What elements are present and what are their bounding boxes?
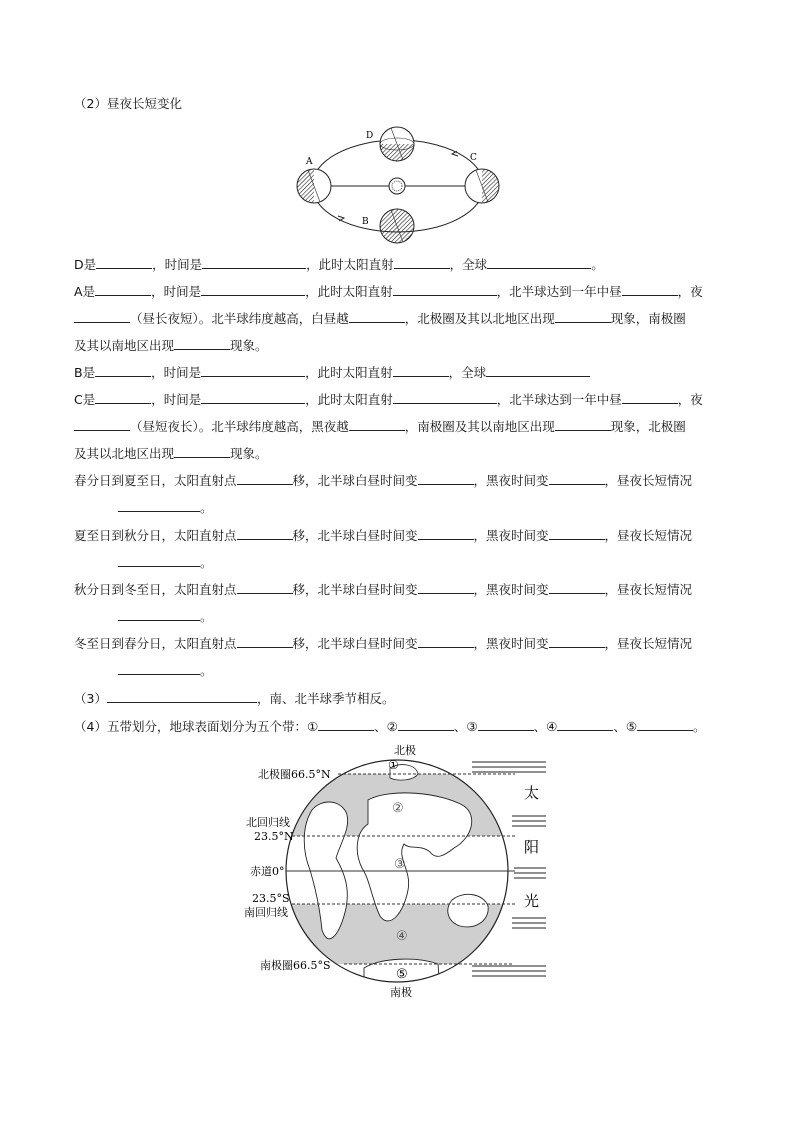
question-c-line1: C是 ，时间是 ，此时太阳直射 ，北半球达到一年中昼 ，夜 [74,392,703,407]
question-a-line2: （昼长夜短）。北半球纬度越高，白昼越 ，北极圈及其以北地区出现 现象，南极圈 [74,310,686,327]
south-pole-label: 南极 [390,986,412,999]
question-d: D是 ，时间是 ，此时太阳直射 ，全球 。 [74,257,604,272]
question-c-line3: 及其以北地区出现 现象。 [74,446,268,461]
zone-4-label: ④ [396,929,408,944]
sunlight-char-3: 光 [524,892,540,910]
arctic-circle-label: 北极圈66.5°N [258,768,331,781]
sunlight-char-1: 太 [524,784,540,802]
tropic-capricorn-lat: 23.5°S [252,892,290,905]
sun-icon [389,178,405,194]
question-a-line1: A是 ，时间是 ，此时太阳直射 ，北半球达到一年中昼 ，夜 [74,284,703,299]
orbit-arrow-icon [338,216,344,221]
question-a-line3: 及其以南地区出现 现象。 [74,338,268,353]
question-b: B是 ，时间是 ，此时太阳直射 ，全球 [74,364,590,381]
autumn-to-winter: 秋分日到冬至日，太阳直射点 移，北半球白昼时间变 ，黑夜时间变 ，昼夜长短情况 [74,582,693,597]
five-zones-diagram [240,740,560,1002]
tropic-capricorn-name: 南回归线 [244,906,288,919]
earth-position-d [380,127,414,161]
spring-to-summer: 春分日到夏至日，太阳直射点 移，北半球白昼时间变 ，黑夜时间变 ，昼夜长短情况 [74,473,693,488]
orbit-label-a: A [306,157,313,167]
orbit-arrow-icon [452,151,458,156]
orbit-label-c: C [470,153,477,163]
question-3: （3） ，南、北半球季节相反。 [74,691,395,706]
question-c-line2: （昼短夜长）。北半球纬度越高，黑夜越 ，南极圈及其以南地区出现 现象，北极圈 [74,418,686,435]
tropic-cancer-lat: 23.5°N [254,830,294,843]
north-pole-label: 北极 [394,744,416,757]
spring-to-summer-cont: 。 [118,499,213,516]
orbit-label-b: B [362,217,369,227]
earth-orbit-diagram [290,122,512,246]
zone-1-label: ① [388,758,399,772]
section-title: （2）昼夜长短变化 [74,96,182,111]
zone-3-label: ③ [394,857,406,872]
winter-to-spring: 冬至日到春分日，太阳直射点 移，北半球白昼时间变 ，黑夜时间变 ，昼夜长短情况 [74,636,693,651]
earth-position-a [297,169,331,203]
winter-to-spring-cont: 。 [118,662,213,679]
australia-shape [448,894,488,927]
earth-position-c [465,169,499,203]
zone-2-label: ② [392,801,404,816]
orbit-label-d: D [366,131,374,141]
summer-to-autumn-cont: 。 [118,554,213,571]
summer-to-autumn: 夏至日到秋分日，太阳直射点 移，北半球白昼时间变 ，黑夜时间变 ，昼夜长短情况 [74,528,693,543]
autumn-to-winter-cont: 。 [118,608,213,625]
sunlight-char-2: 阳 [524,838,540,856]
tropic-cancer-name: 北回归线 [246,816,290,829]
equator-label: 赤道0° [250,865,285,878]
antarctic-circle-label: 南极圈66.5°S [260,959,331,972]
question-4: （4）五带划分，地球表面划分为五个带：① 、② 、③ 、④ 、⑤ 。 [74,719,706,734]
earth-position-b [380,209,414,243]
zone-5-label: ⑤ [396,967,408,982]
